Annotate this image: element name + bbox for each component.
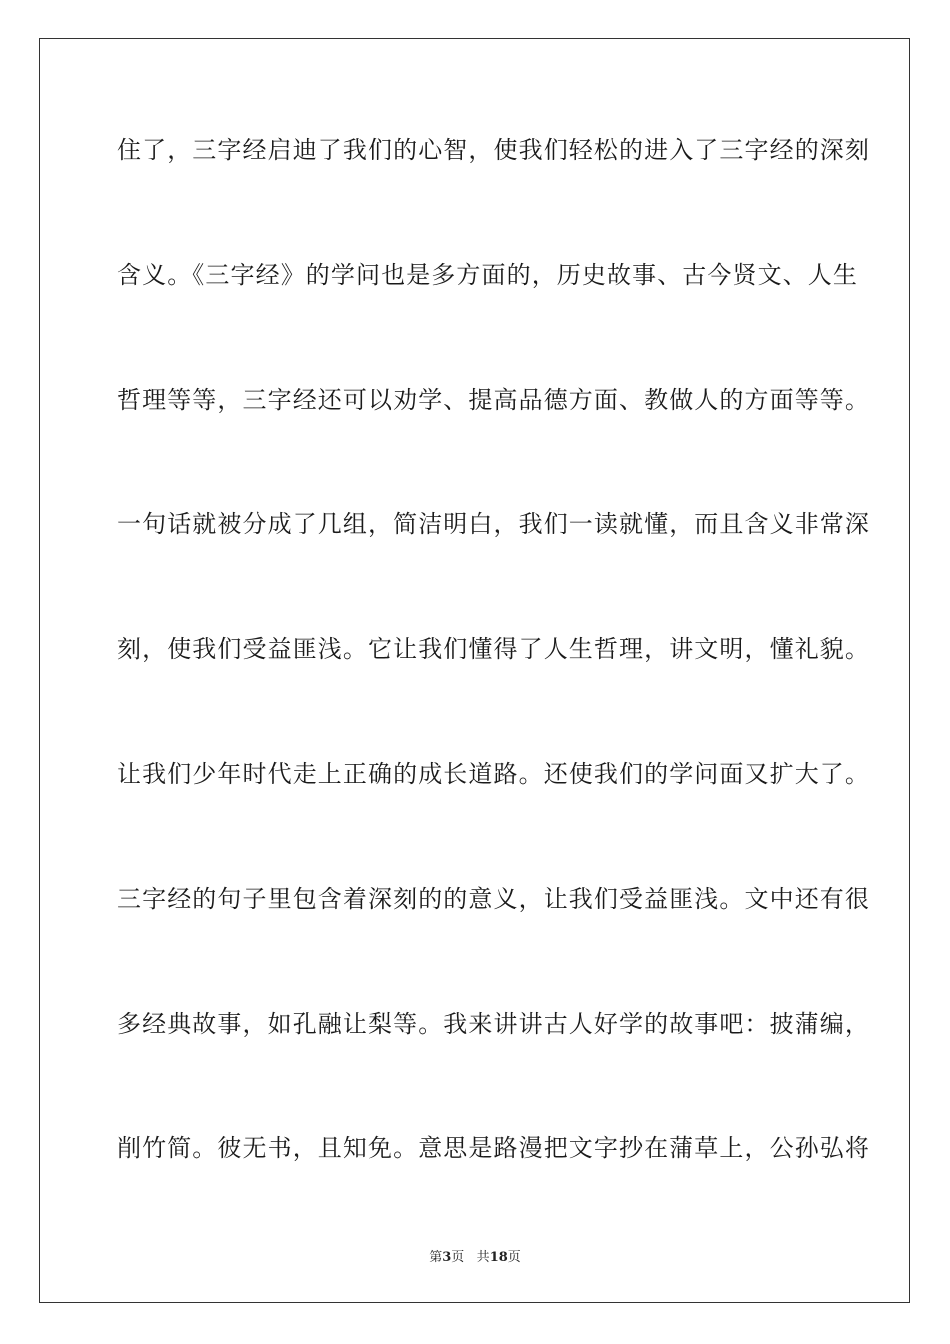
- text-line-7: 三字经的句子里包含着深刻的的意义，让我们受益匪浅。文中还有很: [117, 884, 870, 913]
- footer-page-prefix: 第: [429, 1250, 443, 1265]
- text-line-3: 哲理等等，三字经还可以劝学、提高品德方面、教做人的方面等等。: [117, 385, 870, 414]
- footer-total-suffix: 页: [507, 1250, 521, 1265]
- page-footer: [0, 1246, 950, 1265]
- footer-page-suffix: 页: [451, 1250, 465, 1265]
- text-line-9: 削竹简。彼无书，且知免。意思是路漫把文字抄在蒲草上，公孙弘将: [117, 1134, 870, 1163]
- footer-total-pages: 18: [489, 1250, 508, 1265]
- footer-page-number: 3: [442, 1250, 452, 1265]
- document-body: [117, 128, 870, 1251]
- text-line-6: 让我们少年时代走上正确的成长道路。还使我们的学问面又扩大了。: [117, 759, 870, 788]
- text-line-1: 住了，三字经启迪了我们的心智，使我们轻松的进入了三字经的深刻: [117, 136, 870, 164]
- footer-total-prefix: 共: [476, 1250, 490, 1265]
- text-line-5: 刻，使我们受益匪浅。它让我们懂得了人生哲理，讲文明，懂礼貌。: [117, 635, 870, 664]
- text-line-2: 含义。《三字经》的学问也是多方面的，历史故事、古今贤文、人生: [117, 260, 858, 289]
- text-line-4: 一句话就被分成了几组，简洁明白，我们一读就懂，而且含义非常深: [117, 510, 870, 539]
- text-line-8: 多经典故事，如孔融让梨等。我来讲讲古人好学的故事吧：披蒲编，: [117, 1009, 870, 1038]
